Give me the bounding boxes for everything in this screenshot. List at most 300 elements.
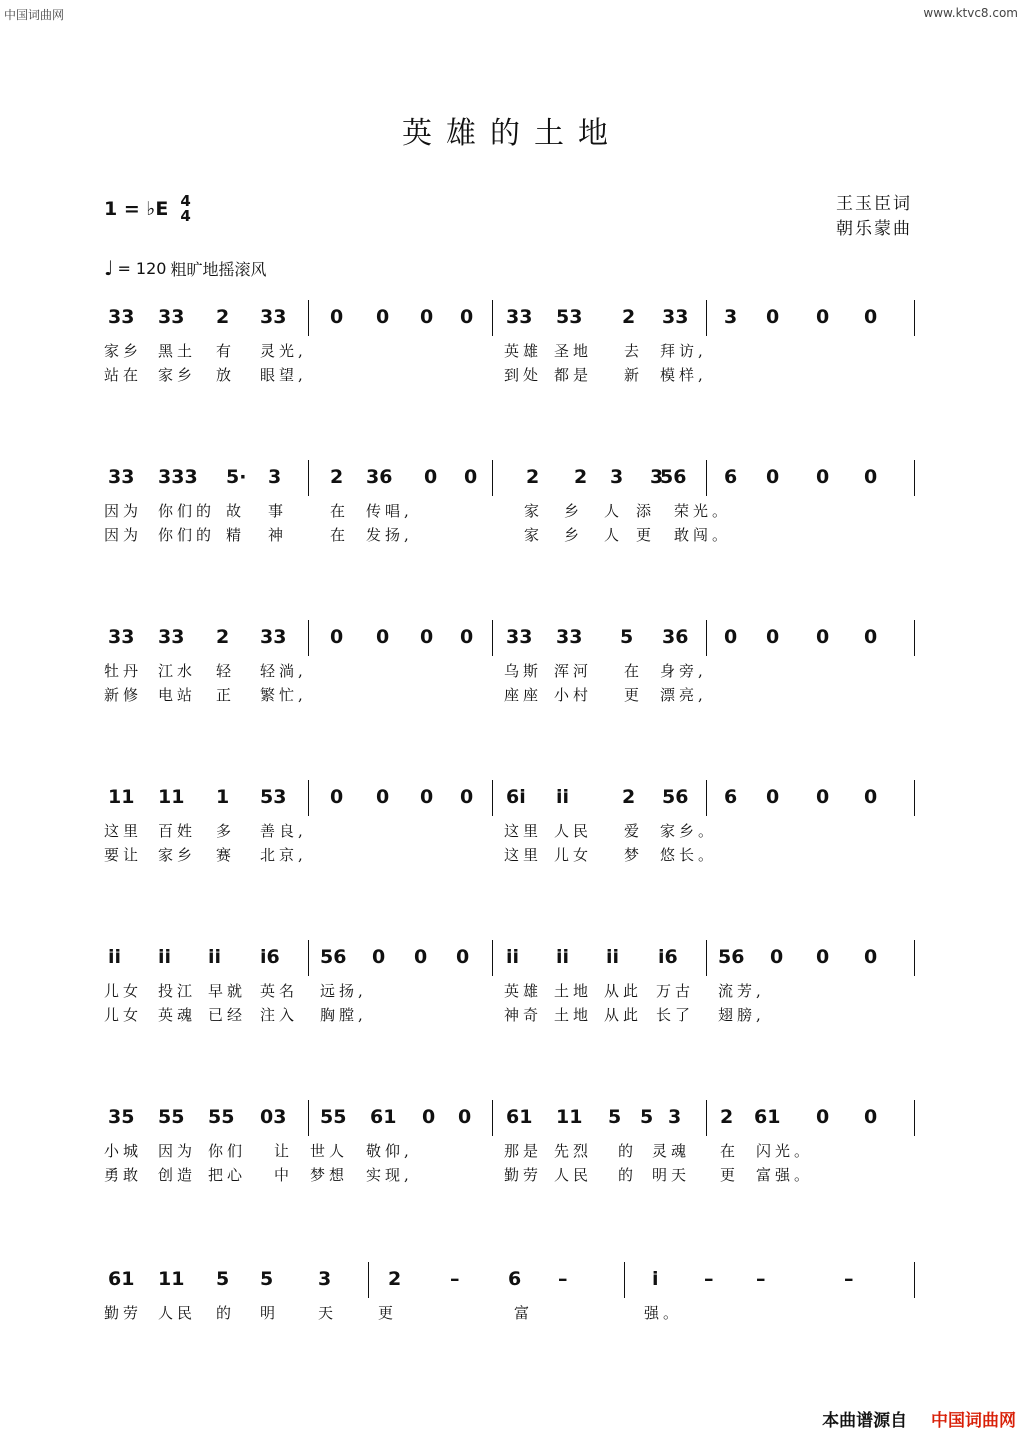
lyric-line-2	[104, 1004, 916, 1026]
bar-line	[368, 1262, 369, 1298]
lyric-line-1	[104, 1140, 916, 1162]
jianpu-note: ii	[506, 946, 520, 968]
lyric-word: 传唱,	[366, 502, 413, 520]
lyric-word: 灵光,	[260, 342, 307, 360]
lyric-word: 英名	[260, 982, 299, 1000]
jianpu-note: 333	[158, 466, 198, 488]
jianpu-note: 2	[574, 466, 588, 488]
lyric-word: 儿女	[104, 1006, 143, 1024]
tempo-style: 粗旷地摇滚风	[170, 259, 267, 279]
footer	[822, 1406, 1016, 1431]
jianpu-note: 55	[208, 1106, 235, 1128]
jianpu-note: 11	[158, 1268, 185, 1290]
lyric-line-2	[104, 844, 916, 866]
jianpu-note: 2	[622, 306, 636, 328]
quarter-note-icon: ♩	[104, 256, 114, 280]
lyric-word: 因为	[158, 1142, 197, 1160]
lyric-word: 强。	[644, 1304, 683, 1322]
lyric-word: 敢闯。	[674, 526, 732, 544]
tempo-value: = 120	[117, 258, 167, 278]
lyric-word: 翅膀,	[718, 1006, 765, 1024]
watermark-left: 中国词曲网	[4, 8, 65, 22]
jianpu-note: 0	[422, 1106, 436, 1128]
lyric-word: 家乡。	[660, 822, 718, 840]
jianpu-note: 56	[320, 946, 347, 968]
lyric-word: 勤劳	[504, 1166, 543, 1184]
lyric-word: 从此	[604, 982, 643, 1000]
lyric-word: 繁忙,	[260, 686, 307, 704]
lyric-line-1	[104, 660, 916, 682]
jianpu-note: 53	[556, 306, 583, 328]
lyric-line-1	[104, 980, 916, 1002]
lyric-word: 土地	[554, 982, 593, 1000]
jianpu-note: 0	[420, 306, 434, 328]
lyric-word: 悠长。	[660, 846, 718, 864]
jianpu-note: 0	[376, 786, 390, 808]
jianpu-note: 3	[318, 1268, 332, 1290]
lyric-word: 家乡	[104, 342, 143, 360]
jianpu-note: 2	[526, 466, 540, 488]
jianpu-note: 3	[268, 466, 282, 488]
jianpu-note: 0	[460, 306, 474, 328]
lyric-word: 儿女	[554, 846, 593, 864]
jianpu-note: 0	[816, 786, 830, 808]
lyric-word: 勤劳	[104, 1304, 143, 1322]
jianpu-note: 5	[216, 1268, 230, 1290]
jianpu-note: 0	[766, 786, 780, 808]
jianpu-note: 36	[662, 626, 689, 648]
jianpu-note: 61	[370, 1106, 397, 1128]
lyric-line-2	[104, 524, 916, 546]
lyric-word: 小城	[104, 1142, 143, 1160]
jianpu-note: 0	[766, 466, 780, 488]
jianpu-note: 33	[108, 626, 135, 648]
bar-line	[308, 1100, 309, 1136]
jianpu-note: 61	[754, 1106, 781, 1128]
lyric-word: 拜访,	[660, 342, 707, 360]
jianpu-note: i6	[658, 946, 678, 968]
credits	[836, 192, 912, 242]
lyric-word: 明	[260, 1304, 280, 1322]
meter-bottom: 4	[180, 207, 191, 225]
watermark-right: www.ktvc8.com	[923, 6, 1018, 20]
lyric-word: 土地	[554, 1006, 593, 1024]
jianpu-note: 3	[650, 466, 664, 488]
jianpu-note: 0	[420, 626, 434, 648]
jianpu-note: 0	[376, 306, 390, 328]
jianpu-note: ii	[556, 946, 570, 968]
lyric-word: 勇敢	[104, 1166, 143, 1184]
jianpu-note: 0	[864, 946, 878, 968]
notes-line	[104, 1100, 916, 1138]
lyric-word: 闪光。	[756, 1142, 814, 1160]
jianpu-note: 0	[770, 946, 784, 968]
lyric-line-2	[104, 364, 916, 386]
jianpu-note: 11	[108, 786, 135, 808]
lyric-word: 电站	[158, 686, 197, 704]
lyric-word: 座座	[504, 686, 543, 704]
lyric-word: 都是	[554, 366, 593, 384]
lyric-word: 漂亮,	[660, 686, 707, 704]
staff-system	[104, 1262, 916, 1362]
bar-line	[492, 620, 493, 656]
lyric-word: 更	[624, 686, 644, 704]
lyric-word: 人民	[554, 1166, 593, 1184]
lyric-word: 百姓	[158, 822, 197, 840]
lyric-word: 梦	[624, 846, 644, 864]
bar-line	[308, 620, 309, 656]
bar-line	[624, 1262, 625, 1298]
lyric-word: 到处	[504, 366, 543, 384]
notes-line	[104, 460, 916, 498]
lyric-word: 在	[330, 502, 350, 520]
lyric-word: 荣光。	[674, 502, 732, 520]
jianpu-note: 56	[718, 946, 745, 968]
lyric-word: 实现,	[366, 1166, 413, 1184]
notes-line	[104, 780, 916, 818]
jianpu-note: 5	[608, 1106, 622, 1128]
jianpu-note: 0	[330, 306, 344, 328]
lyric-word: 在	[624, 662, 644, 680]
staff-system	[104, 940, 916, 1040]
bar-line	[492, 780, 493, 816]
jianpu-note: 33	[260, 306, 287, 328]
bar-line	[308, 460, 309, 496]
staff-system	[104, 620, 916, 720]
jianpu-note: –	[844, 1268, 854, 1290]
lyric-word: 英魂	[158, 1006, 197, 1024]
jianpu-note: 2	[216, 306, 230, 328]
lyric-word: 你们的	[158, 526, 216, 544]
lyric-word: 黑土	[158, 342, 197, 360]
bar-line	[492, 1100, 493, 1136]
lyric-line-1	[104, 1302, 916, 1324]
bar-line	[706, 300, 707, 336]
jianpu-note: 6	[508, 1268, 522, 1290]
lyric-word: 天	[318, 1304, 338, 1322]
lyric-word: 家	[524, 502, 544, 520]
jianpu-note: 2	[720, 1106, 734, 1128]
lyric-word: 正	[216, 686, 236, 704]
jianpu-note: 35	[108, 1106, 135, 1128]
composer: 朝乐蒙曲	[836, 219, 912, 239]
bar-line	[706, 620, 707, 656]
jianpu-note: –	[558, 1268, 568, 1290]
lyric-word: 流芳,	[718, 982, 765, 1000]
jianpu-note: 0	[414, 946, 428, 968]
jianpu-note: ii	[208, 946, 222, 968]
lyric-word: 模样,	[660, 366, 707, 384]
jianpu-note: 33	[158, 626, 185, 648]
jianpu-note: 2	[622, 786, 636, 808]
notes-line	[104, 620, 916, 658]
lyric-word: 灵魂	[652, 1142, 691, 1160]
jianpu-note: 2	[388, 1268, 402, 1290]
jianpu-note: 0	[376, 626, 390, 648]
jianpu-note: 3	[668, 1106, 682, 1128]
lyric-word: 神	[268, 526, 288, 544]
notes-line	[104, 300, 916, 338]
lyric-word: 人	[604, 526, 624, 544]
bar-line	[308, 940, 309, 976]
lyric-word: 乡	[564, 526, 584, 544]
lyric-word: 你们的	[158, 502, 216, 520]
jianpu-note: 6i	[506, 786, 526, 808]
lyric-word: 人民	[158, 1304, 197, 1322]
lyric-word: 英雄	[504, 982, 543, 1000]
lyric-word: 多	[216, 822, 236, 840]
jianpu-note: 33	[556, 626, 583, 648]
bar-line	[706, 940, 707, 976]
lyric-line-1	[104, 820, 916, 842]
jianpu-note: 33	[506, 626, 533, 648]
lyric-word: 中	[274, 1166, 294, 1184]
jianpu-note: 33	[158, 306, 185, 328]
lyric-word: 这里	[104, 822, 143, 840]
lyric-line-2	[104, 684, 916, 706]
lyric-word: 乡	[564, 502, 584, 520]
lyric-word: 先烈	[554, 1142, 593, 1160]
lyric-word: 要让	[104, 846, 143, 864]
lyric-word: 早就	[208, 982, 247, 1000]
meter-top: 4	[180, 192, 191, 210]
lyric-word: 梦想	[310, 1166, 349, 1184]
bar-line	[914, 460, 915, 496]
lyric-word: 有	[216, 342, 236, 360]
bar-line	[914, 620, 915, 656]
jianpu-note: 0	[816, 626, 830, 648]
jianpu-note: 0	[460, 786, 474, 808]
bar-line	[308, 780, 309, 816]
lyric-word: 小村	[554, 686, 593, 704]
lyric-word: 眼望,	[260, 366, 307, 384]
bar-line	[706, 1100, 707, 1136]
jianpu-note: 2	[330, 466, 344, 488]
jianpu-note: 0	[330, 626, 344, 648]
jianpu-note: –	[704, 1268, 714, 1290]
jianpu-note: 11	[556, 1106, 583, 1128]
bar-line	[914, 940, 915, 976]
lyric-word: 爱	[624, 822, 644, 840]
lyric-word: 新修	[104, 686, 143, 704]
lyric-word: 长了	[656, 1006, 695, 1024]
lyric-word: 投江	[158, 982, 197, 1000]
lyric-word: 身旁,	[660, 662, 707, 680]
staff-system	[104, 300, 916, 400]
lyric-word: 已经	[208, 1006, 247, 1024]
lyric-word: 在	[720, 1142, 740, 1160]
lyric-word: 家乡	[158, 846, 197, 864]
source-label: 本曲谱源自	[822, 1411, 908, 1431]
lyric-word: 家乡	[158, 366, 197, 384]
lyric-word: 轻淌,	[260, 662, 307, 680]
jianpu-note: 0	[864, 306, 878, 328]
lyric-word: 敬仰,	[366, 1142, 413, 1160]
lyric-word: 赛	[216, 846, 236, 864]
bar-line	[706, 460, 707, 496]
lyric-word: 让	[274, 1142, 294, 1160]
lyric-word: 那是	[504, 1142, 543, 1160]
lyric-line-1	[104, 500, 916, 522]
lyric-word: 事	[268, 502, 288, 520]
lyric-word: 富强。	[756, 1166, 814, 1184]
lyric-word: 明天	[652, 1166, 691, 1184]
lyric-line-2	[104, 1164, 916, 1186]
lyric-word: 从此	[604, 1006, 643, 1024]
lyric-word: 人	[604, 502, 624, 520]
bar-line	[914, 1100, 915, 1136]
bar-line	[706, 780, 707, 816]
jianpu-note: 2	[216, 626, 230, 648]
jianpu-note: 11	[158, 786, 185, 808]
lyric-word: 创造	[158, 1166, 197, 1184]
lyric-word: 万古	[656, 982, 695, 1000]
bar-line	[492, 300, 493, 336]
jianpu-note: 33	[506, 306, 533, 328]
jianpu-note: 5	[620, 626, 634, 648]
site-name: 中国词曲网	[931, 1411, 1016, 1431]
jianpu-note: i	[652, 1268, 659, 1290]
jianpu-note: 5·	[226, 466, 247, 488]
jianpu-note: 0	[458, 1106, 472, 1128]
jianpu-note: 0	[464, 466, 478, 488]
jianpu-note: 56	[662, 786, 689, 808]
jianpu-note: 1	[216, 786, 230, 808]
jianpu-note: 53	[260, 786, 287, 808]
jianpu-note: 6	[724, 466, 738, 488]
lyric-word: 精	[226, 526, 246, 544]
jianpu-note: 03	[260, 1106, 287, 1128]
jianpu-note: 5	[640, 1106, 654, 1128]
jianpu-note: ii	[606, 946, 620, 968]
jianpu-note: ii	[108, 946, 122, 968]
lyric-word: 人民	[554, 822, 593, 840]
lyric-word: 站在	[104, 366, 143, 384]
staff-system	[104, 780, 916, 880]
bar-line	[492, 460, 493, 496]
lyric-word: 远扬,	[320, 982, 367, 1000]
lyric-word: 添	[636, 502, 656, 520]
lyric-word: 善良,	[260, 822, 307, 840]
jianpu-note: 0	[864, 466, 878, 488]
lyric-word: 因为	[104, 526, 143, 544]
bar-line	[914, 1262, 915, 1298]
lyric-word: 世人	[310, 1142, 349, 1160]
lyric-word: 更	[378, 1304, 398, 1322]
jianpu-note: –	[756, 1268, 766, 1290]
lyric-word: 轻	[216, 662, 236, 680]
lyric-word: 江水	[158, 662, 197, 680]
jianpu-note: 6	[724, 786, 738, 808]
time-signature	[180, 194, 190, 224]
jianpu-note: ii	[158, 946, 172, 968]
jianpu-note: 56	[660, 466, 687, 488]
bar-line	[492, 940, 493, 976]
bar-line	[914, 300, 915, 336]
jianpu-note: 61	[108, 1268, 135, 1290]
lyric-word: 这里	[504, 822, 543, 840]
jianpu-note: 0	[864, 786, 878, 808]
jianpu-note: 3	[610, 466, 624, 488]
lyric-word: 英雄	[504, 342, 543, 360]
jianpu-note: 0	[330, 786, 344, 808]
lyric-word: 放	[216, 366, 236, 384]
lyric-word: 故	[226, 502, 246, 520]
lyric-word: 你们	[208, 1142, 247, 1160]
jianpu-note: i6	[260, 946, 280, 968]
lyric-line-1	[104, 340, 916, 362]
notes-line	[104, 940, 916, 978]
jianpu-note: 3	[724, 306, 738, 328]
jianpu-note: 0	[724, 626, 738, 648]
lyric-word: 因为	[104, 502, 143, 520]
lyric-word: 乌斯	[504, 662, 543, 680]
page-title: 英雄的土地	[402, 116, 622, 151]
key-signature	[104, 192, 191, 226]
jianpu-note: ii	[556, 786, 570, 808]
lyric-word: 发扬,	[366, 526, 413, 544]
jianpu-note: 0	[456, 946, 470, 968]
jianpu-note: 0	[424, 466, 438, 488]
lyric-word: 更	[636, 526, 656, 544]
staff-system	[104, 1100, 916, 1200]
lyric-word: 的	[618, 1142, 638, 1160]
jianpu-note: 0	[766, 626, 780, 648]
lyric-word: 圣地	[554, 342, 593, 360]
key-label: 1 = ♭E	[104, 198, 169, 220]
lyric-word: 富	[514, 1304, 534, 1322]
jianpu-note: 0	[816, 1106, 830, 1128]
staff-system	[104, 460, 916, 560]
jianpu-note: 0	[864, 626, 878, 648]
lyric-word: 北京,	[260, 846, 307, 864]
jianpu-note: 55	[158, 1106, 185, 1128]
lyric-word: 的	[216, 1304, 236, 1322]
lyric-word: 儿女	[104, 982, 143, 1000]
tempo-mark	[104, 256, 266, 280]
jianpu-note: 61	[506, 1106, 533, 1128]
jianpu-note: –	[450, 1268, 460, 1290]
jianpu-note: 0	[372, 946, 386, 968]
lyric-word: 新	[624, 366, 644, 384]
lyric-word: 胸膛,	[320, 1006, 367, 1024]
jianpu-note: 33	[260, 626, 287, 648]
lyric-word: 在	[330, 526, 350, 544]
lyric-word: 家	[524, 526, 544, 544]
jianpu-note: 33	[662, 306, 689, 328]
lyric-word: 浑河	[554, 662, 593, 680]
lyric-word: 这里	[504, 846, 543, 864]
lyric-word: 牡丹	[104, 662, 143, 680]
jianpu-note: 36	[366, 466, 393, 488]
lyric-word: 去	[624, 342, 644, 360]
bar-line	[308, 300, 309, 336]
bar-line	[914, 780, 915, 816]
lyric-word: 更	[720, 1166, 740, 1184]
notes-line	[104, 1262, 916, 1300]
lyric-word: 的	[618, 1166, 638, 1184]
lyric-word: 把心	[208, 1166, 247, 1184]
jianpu-note: 0	[816, 946, 830, 968]
jianpu-note: 0	[816, 306, 830, 328]
jianpu-note: 5	[260, 1268, 274, 1290]
jianpu-note: 33	[108, 306, 135, 328]
jianpu-note: 0	[864, 1106, 878, 1128]
jianpu-note: 33	[108, 466, 135, 488]
lyric-word: 注入	[260, 1006, 299, 1024]
lyricist: 王玉臣词	[836, 194, 912, 214]
jianpu-note: 0	[816, 466, 830, 488]
